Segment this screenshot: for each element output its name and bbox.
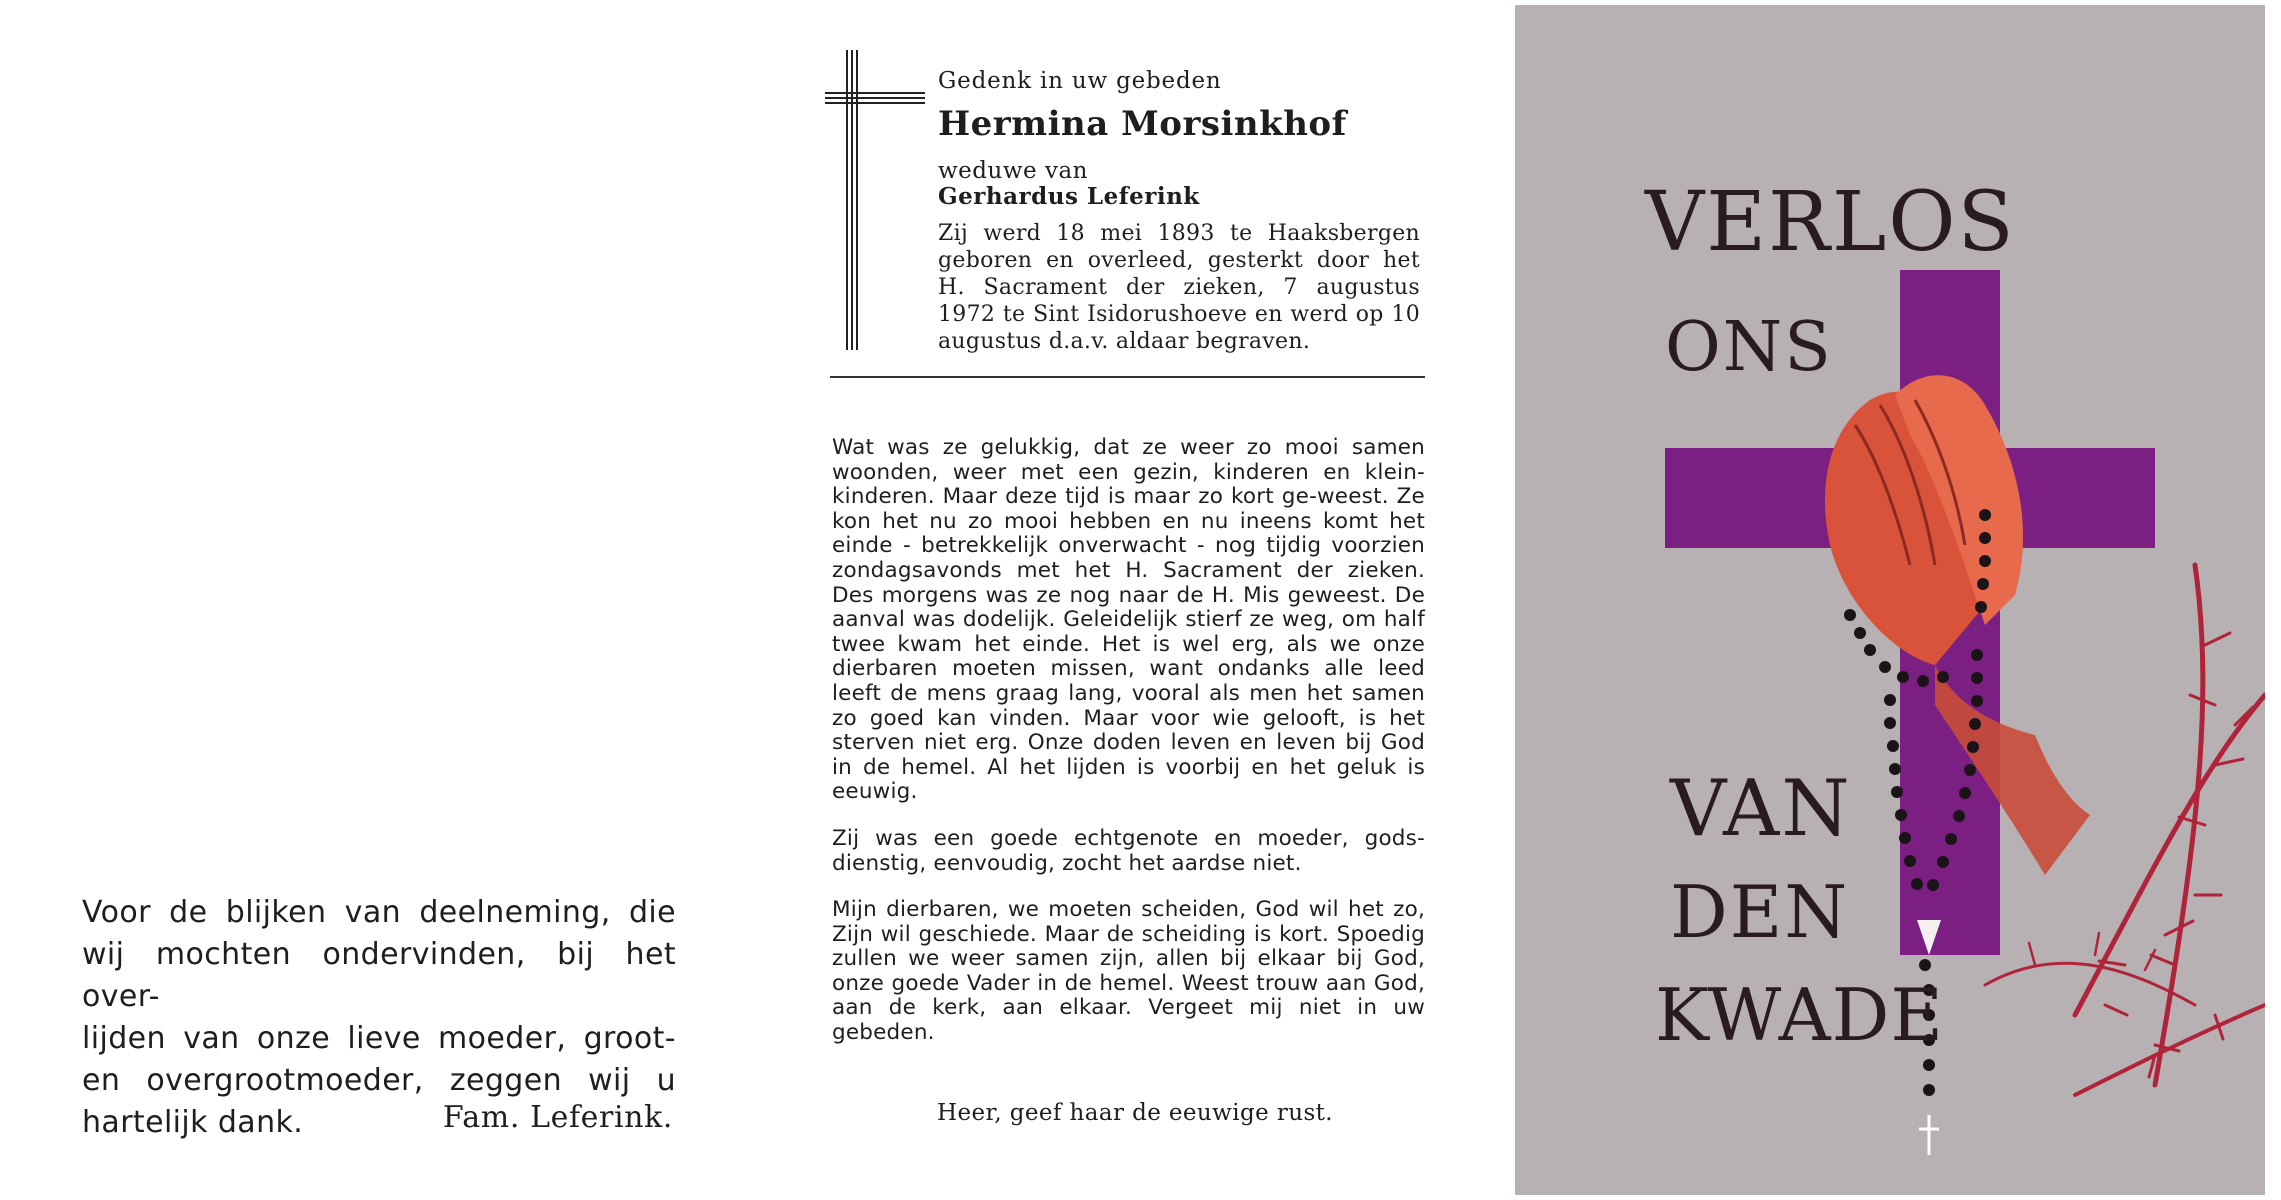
inner-middle-panel — [755, 0, 1515, 1200]
card-title — [1515, 5, 2265, 1195]
inner-left-panel — [0, 0, 755, 1200]
divider — [830, 376, 1425, 378]
husband-name: Gerhardus Leferink — [938, 183, 1200, 210]
title-word: VAN — [1670, 764, 1852, 854]
memorial-paragraph: Wat was ze gelukkig, dat ze weer zo mooi samen woonden, weer met een gezin, kinderen en klein-kinderen. Maar deze tijd is maar zo kort ge-weest. Ze kon het nu zo mooi hebben en nu ineens komt het einde - betrekkelijk onverwacht - nog tijdig voorzien zondagsavonds met het H. Sacrament der zieken. Des morgens was ze nog naar de H. Mis geweest. De aanval was dodelijk. Geleidelijk stierf ze weg, om half twee kwam het einde. Het is wel erg, als we onze dierbaren moeten missen, want ondanks alle leed leeft de mens graag lang, vooral als men het samen zo goed kan vinden. Maar voor wie gelooft, is het sterven niet erg. Onze doden leven en leven bij God in de hemel. Al het lijden is voorbij en het geluk is eeuwig. — [832, 435, 1425, 805]
biography: Zij werd 18 mei 1893 te Haaksbergen geboren en overleed, gesterkt door het H. Sacrament der zieken, 7 augustus 1972 te Sint Isidorushoeve en werd op 10 augustus d.a.v. aldaar begraven. — [938, 221, 1420, 354]
title-word: VERLOS — [1645, 175, 2016, 270]
thank-you-line: lijden van onze lieve moeder, groot- — [82, 1021, 676, 1056]
title-word: DEN — [1670, 870, 1850, 954]
memorial-paragraph: Mijn dierbaren, we moeten scheiden, God wil het zo, Zijn wil geschiede. Maar de scheiding is kort. Spoedig zullen we weer samen zijn, allen bij elkaar bij God, onze goede Vader in de hemel. Weest trouw aan God, aan de kerk, aan elkaar. Vergeet mij niet in uw gebeden. — [832, 897, 1425, 1046]
memorial-paragraph: Zij was een goede echtgenote en moeder, gods-dienstig, eenvoudig, zocht het aardse niet. — [832, 825, 1425, 876]
title-word: KWADE — [1655, 973, 1944, 1057]
deceased-name: Hermina Morsinkhof — [938, 104, 1347, 144]
closing-prayer: Heer, geef haar de eeuwige rust. — [936, 1100, 1334, 1126]
thank-you-line: wij mochten ondervinden, bij het over- — [82, 937, 676, 1014]
memorial-text — [832, 436, 1425, 1046]
family-signature: Fam. Leferink. — [442, 1100, 673, 1135]
widow-of-label: weduwe van — [938, 158, 1088, 184]
thank-you-line: hartelijk dank. — [82, 1105, 304, 1140]
memorial-intro: Gedenk in uw gebeden — [938, 68, 1222, 94]
cross-icon — [825, 50, 925, 350]
thank-you-line: Voor de blijken van deelneming, die — [82, 895, 676, 930]
thank-you-line: en overgrootmoeder, zeggen wij u — [82, 1063, 676, 1098]
title-word: ONS — [1665, 308, 1833, 387]
